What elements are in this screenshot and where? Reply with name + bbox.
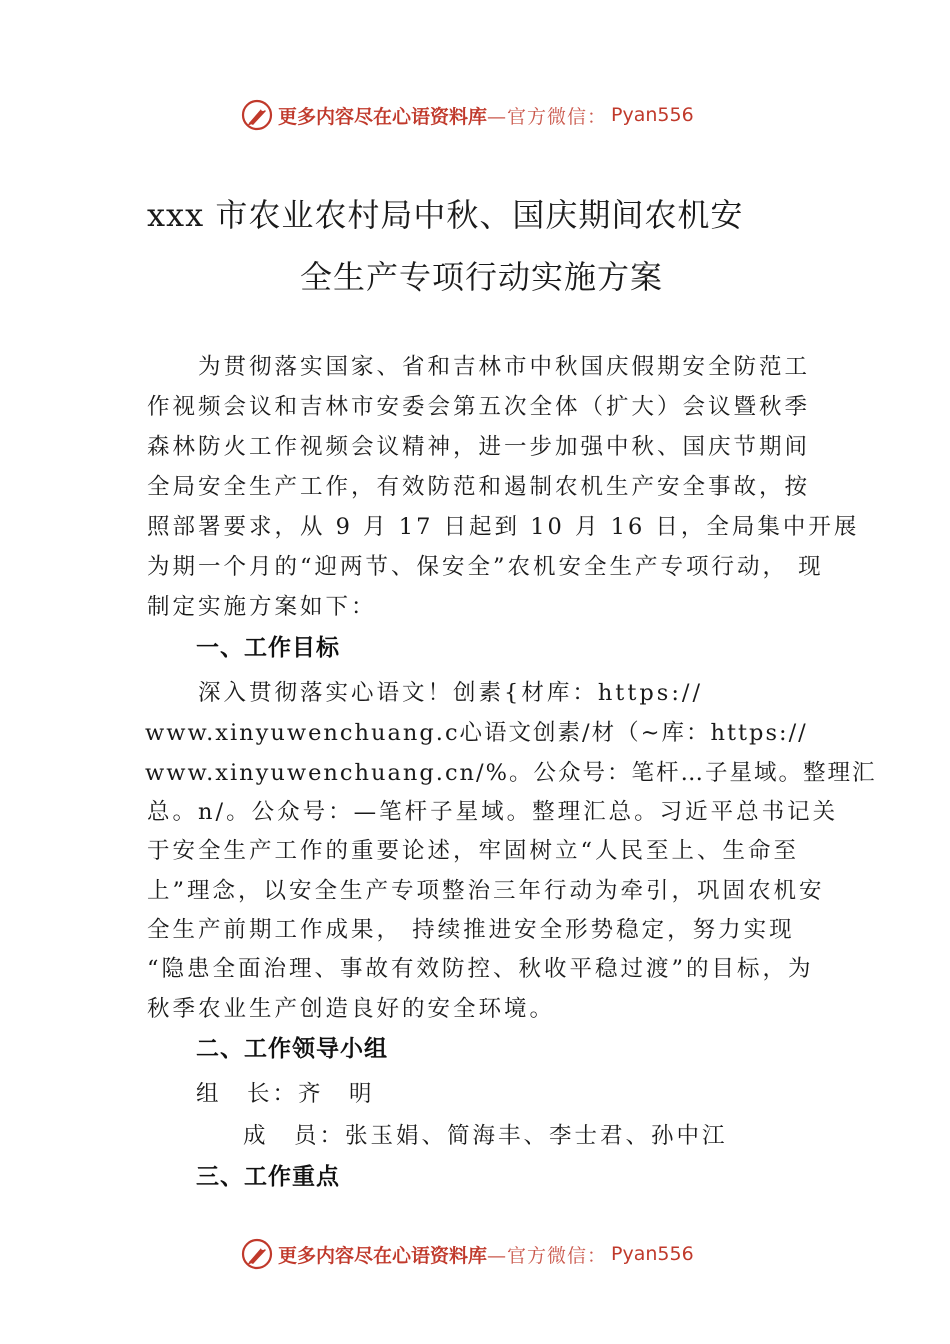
paragraph-line: 总。n/。公众号：—笔杆子星域。整理汇总。习近平总书记关: [147, 799, 839, 825]
paragraph-line: www.xinyuwenchuang.cn/%。公众号：笔杆…子星域。整理汇: [145, 760, 877, 786]
section-heading: 一、工作目标: [196, 635, 340, 661]
paragraph-line: 照部署要求，从 9 月 17 日起到 10 月 16 日，全局集中开展: [147, 514, 860, 540]
banner-dash-text: —官方微信：: [487, 105, 608, 128]
paragraph-line: 全生产前期工作成果， 持续推进安全形势稳定，努力实现: [147, 917, 795, 943]
document-title-line2: 全生产专项行动实施方案: [300, 258, 664, 296]
pen-nib-logo-icon: [240, 98, 274, 132]
paragraph-line: 全局安全生产工作，有效防范和遏制农机生产安全事故，按: [147, 474, 811, 500]
paragraph-line: 为贯彻落实国家、省和吉林市中秋国庆假期安全防范工: [147, 354, 811, 380]
header-banner: [0, 95, 950, 135]
banner-wechat-id: Pyan556: [611, 104, 694, 126]
paragraph-line: 制定实施方案如下：: [147, 594, 377, 620]
paragraph-line: 秋季农业生产创造良好的安全环境。: [147, 996, 556, 1022]
paragraph-line: www.xinyuwenchuang.c心语文创素/材（~库：https://: [145, 720, 808, 746]
banner-wechat-id: Pyan556: [611, 1243, 694, 1265]
paragraph-line: 森林防火工作视频会议精神，进一步加强中秋、国庆节期间: [147, 434, 811, 460]
pen-nib-logo-icon: [240, 1237, 274, 1271]
section-heading: 二、工作领导小组: [196, 1036, 388, 1062]
paragraph-line: 作视频会议和吉林市安委会第五次全体（扩大）会议暨秋季: [147, 394, 811, 420]
members-line: 成 员：张玉娟、简海丰、李士君、孙中江: [243, 1123, 728, 1149]
section-heading: 三、工作重点: [196, 1164, 340, 1190]
banner-main-text: 更多内容尽在心语资料库: [278, 105, 488, 128]
paragraph-line: 上”理念，以安全生产专项整治三年行动为牵引，巩固农机安: [147, 878, 825, 904]
paragraph-line: 为期一个月的“迎两节、保安全”农机安全生产专项行动， 现: [147, 554, 824, 580]
paragraph-line: 深入贯彻落实心语文！创素{材库：https://: [147, 680, 704, 706]
banner-dash-text: —官方微信：: [487, 1244, 608, 1267]
banner-main-text: 更多内容尽在心语资料库: [278, 1244, 488, 1267]
leader-line: 组 长：齐 明: [196, 1081, 375, 1107]
footer-banner: [0, 1234, 950, 1274]
document-title-line1: xxx 市农业农村局中秋、国庆期间农机安: [147, 196, 744, 234]
paragraph-line: 于安全生产工作的重要论述，牢固树立“人民至上、生命至: [147, 838, 800, 864]
paragraph-line: “隐患全面治理、事故有效防控、秋收平稳过渡”的目标，为: [147, 956, 814, 982]
